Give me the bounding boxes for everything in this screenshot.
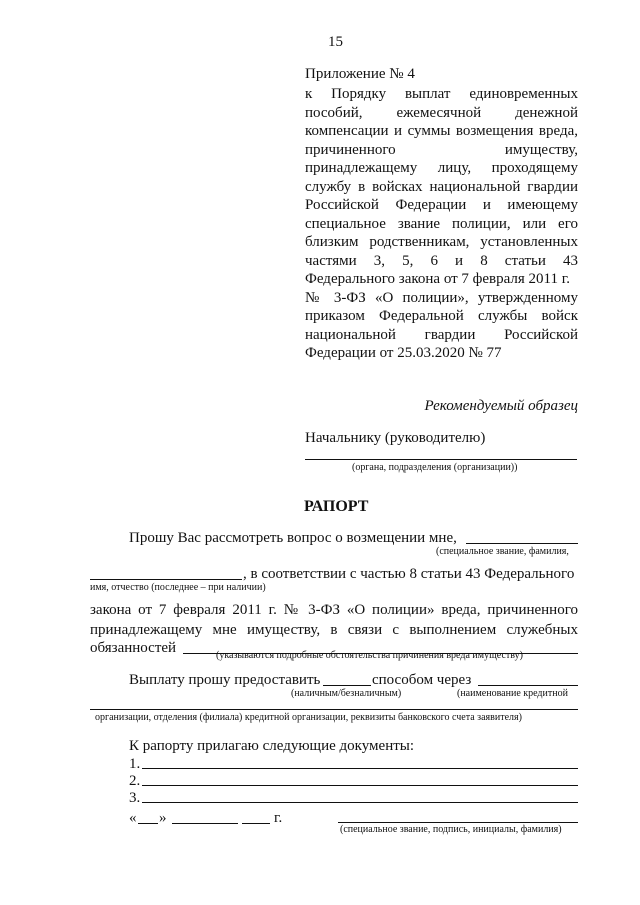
addressee-hint: (органа, подразделения (организации)) (352, 462, 518, 473)
date-day-line (138, 823, 158, 824)
appendix-line: к Порядку выплат единовременных (305, 86, 578, 102)
name-line (90, 579, 242, 580)
request-line-1: Прошу Вас рассмотреть вопрос о возмещении мне, (129, 530, 457, 546)
appendix-line: компенсации и суммы возмещения вреда, (305, 123, 578, 139)
date-year-line (242, 823, 270, 824)
appendix-line: № 3-ФЗ «О полиции», утвержденному (305, 289, 578, 306)
law-line-2: принадлежащему мне имуществу, в связи с выполнением служебных (90, 622, 578, 638)
law-line-1: закона от 7 февраля 2011 г. № 3-ФЗ «О полиции» вреда, причиненного (90, 602, 578, 618)
rank-hint: (специальное звание, фамилия, (436, 546, 569, 557)
circumstances-hint: (указываются подробные обстоятельства причинения вреда имуществу) (216, 650, 523, 661)
request-line-2: , в соответствии с частью 8 статьи 43 Федерального (243, 566, 575, 582)
addressee-line (305, 459, 577, 460)
payment-text-a: Выплату прошу предоставить (129, 672, 321, 688)
sample-label: Рекомендуемый образец (424, 398, 578, 414)
appendix-line: частями 3, 5, 6 и 8 статьи 43 (305, 252, 578, 269)
signature-hint: (специальное звание, подпись, инициалы, фамилия) (340, 824, 562, 835)
signature-line (338, 822, 578, 823)
date-month-line (172, 823, 238, 824)
date-open-quote: « (129, 810, 137, 826)
attachment-number: 3. (129, 790, 141, 806)
date-close-quote: » (159, 810, 167, 826)
appendix-line: пособий, ежемесячной денежной (305, 104, 578, 121)
appendix-line: Федерации от 25.03.2020 № 77 (305, 345, 502, 361)
date-year-suffix: г. (274, 810, 283, 826)
attachment-line (142, 785, 578, 786)
attachment-line (142, 802, 578, 803)
appendix-line: специальное звание полиции, или его (305, 215, 578, 232)
credit-line (478, 685, 578, 686)
appendix-line: близким родственникам, установленных (305, 234, 578, 250)
appendix-line: Федерального закона от 7 февраля 2011 г. (305, 271, 570, 287)
doc-title: РАПОРТ (304, 498, 369, 515)
payment-text-b: способом через (372, 672, 472, 688)
rank-line (466, 543, 578, 544)
org-hint: организации, отделения (филиала) кредитной организации, реквизиты банковского счета заявителя) (95, 712, 522, 723)
duties-label: обязанностей (90, 640, 177, 656)
addressee-text: Начальнику (руководителю) (305, 430, 486, 446)
attachments-title: К рапорту прилагаю следующие документы: (129, 738, 415, 754)
appendix-line: принадлежащему лицу, проходящему (305, 160, 578, 176)
attachment-number: 1. (129, 756, 141, 772)
appendix-line: приказом Федеральной службы войск (305, 308, 578, 324)
method-line (323, 685, 371, 686)
credit-hint: (наименование кредитной (457, 688, 568, 699)
method-hint: (наличным/безналичным) (291, 688, 402, 699)
attachment-line (142, 768, 578, 769)
org-line (90, 709, 578, 710)
page-number: 15 (328, 34, 343, 50)
appendix-title: Приложение № 4 (305, 66, 415, 82)
appendix-line: Российской Федерации и имеющему (305, 197, 578, 213)
appendix-line: национальной гвардии Российской (305, 326, 578, 343)
name-hint: имя, отчество (последнее – при наличии) (90, 582, 266, 593)
attachment-number: 2. (129, 773, 141, 789)
appendix-line: службу в войсках национальной гвардии (305, 178, 578, 195)
appendix-line: причиненного имуществу, (305, 141, 578, 158)
